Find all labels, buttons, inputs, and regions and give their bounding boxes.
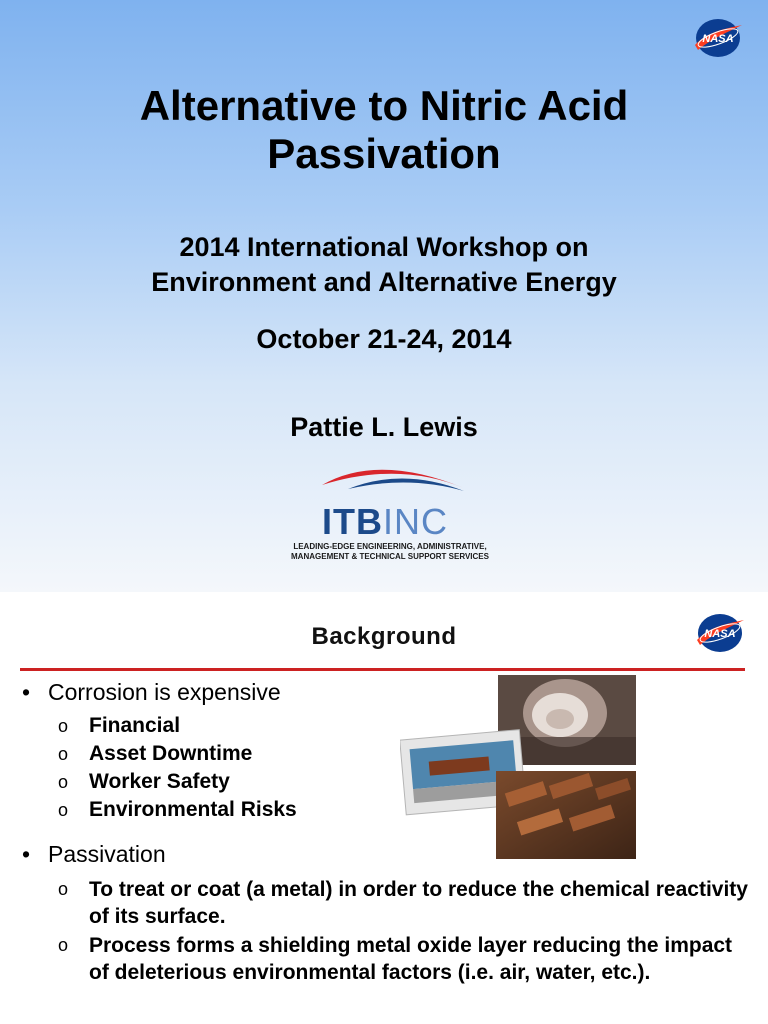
itb-logo-inc: INC [383,501,448,542]
subitem-asset-downtime [58,740,252,768]
slide-title: Background [311,623,457,650]
presentation-title [40,82,728,178]
subbullet-marker: o [58,879,69,899]
tagline-line-2: MANAGEMENT & TECHNICAL SUPPORT SERVICES [291,552,489,561]
subitem-text: Financial [89,714,181,737]
subbullet-marker: o [58,800,69,820]
subbullet-marker: o [58,716,69,736]
tagline-line-1: LEADING-EDGE ENGINEERING, ADMINISTRATIVE, [293,542,487,551]
bullet-text: Corrosion is expensive [48,679,281,705]
bullet-corrosion [22,678,281,706]
corroded-parts-photo [496,771,636,859]
title-divider [20,668,745,671]
event-date: October 21-24, 2014 [256,324,512,354]
subitem-environmental-risks [58,796,297,824]
author-name: Pattie L. Lewis [290,412,478,442]
nasa-logo-icon [695,612,745,654]
event-name [40,230,728,300]
subitem-worker-safety [58,768,230,796]
corrosion-photo-collage [400,675,640,860]
subitem-process [58,932,748,986]
subitem-text: Worker Safety [89,770,230,793]
event-line-1: 2014 International Workshop on [179,232,589,262]
bullet-marker: • [22,841,31,867]
subitem-text: Process forms a shielding metal oxide layer reducing the impact of deleterious environmental factors (i.e. air, water, etc.). [89,934,733,984]
subitem-text: To treat or coat (a metal) in order to reduce the chemical reactivity of its surface. [89,878,748,928]
subbullet-marker: o [58,744,69,764]
title-line-1: Alternative to Nitric Acid [139,82,629,129]
nasa-logo-text: NASA [702,33,734,45]
itb-tagline [260,542,520,562]
bullet-passivation [22,840,166,868]
title-line-2: Passivation [267,130,501,177]
subitem-financial [58,712,180,740]
subbullet-marker: o [58,935,69,955]
itb-logo [322,502,448,542]
bullet-marker: • [22,679,31,705]
subitem-definition [58,876,748,930]
nasa-logo-icon [693,17,743,59]
subitem-text: Environmental Risks [89,798,297,821]
subbullet-marker: o [58,772,69,792]
itb-logo-name: ITB [322,501,383,542]
event-line-2: Environment and Alternative Energy [151,267,617,297]
nasa-logo-text: NASA [704,628,736,640]
bullet-text: Passivation [48,841,166,867]
itb-swoosh-icon [318,455,468,500]
subitem-text: Asset Downtime [89,742,253,765]
